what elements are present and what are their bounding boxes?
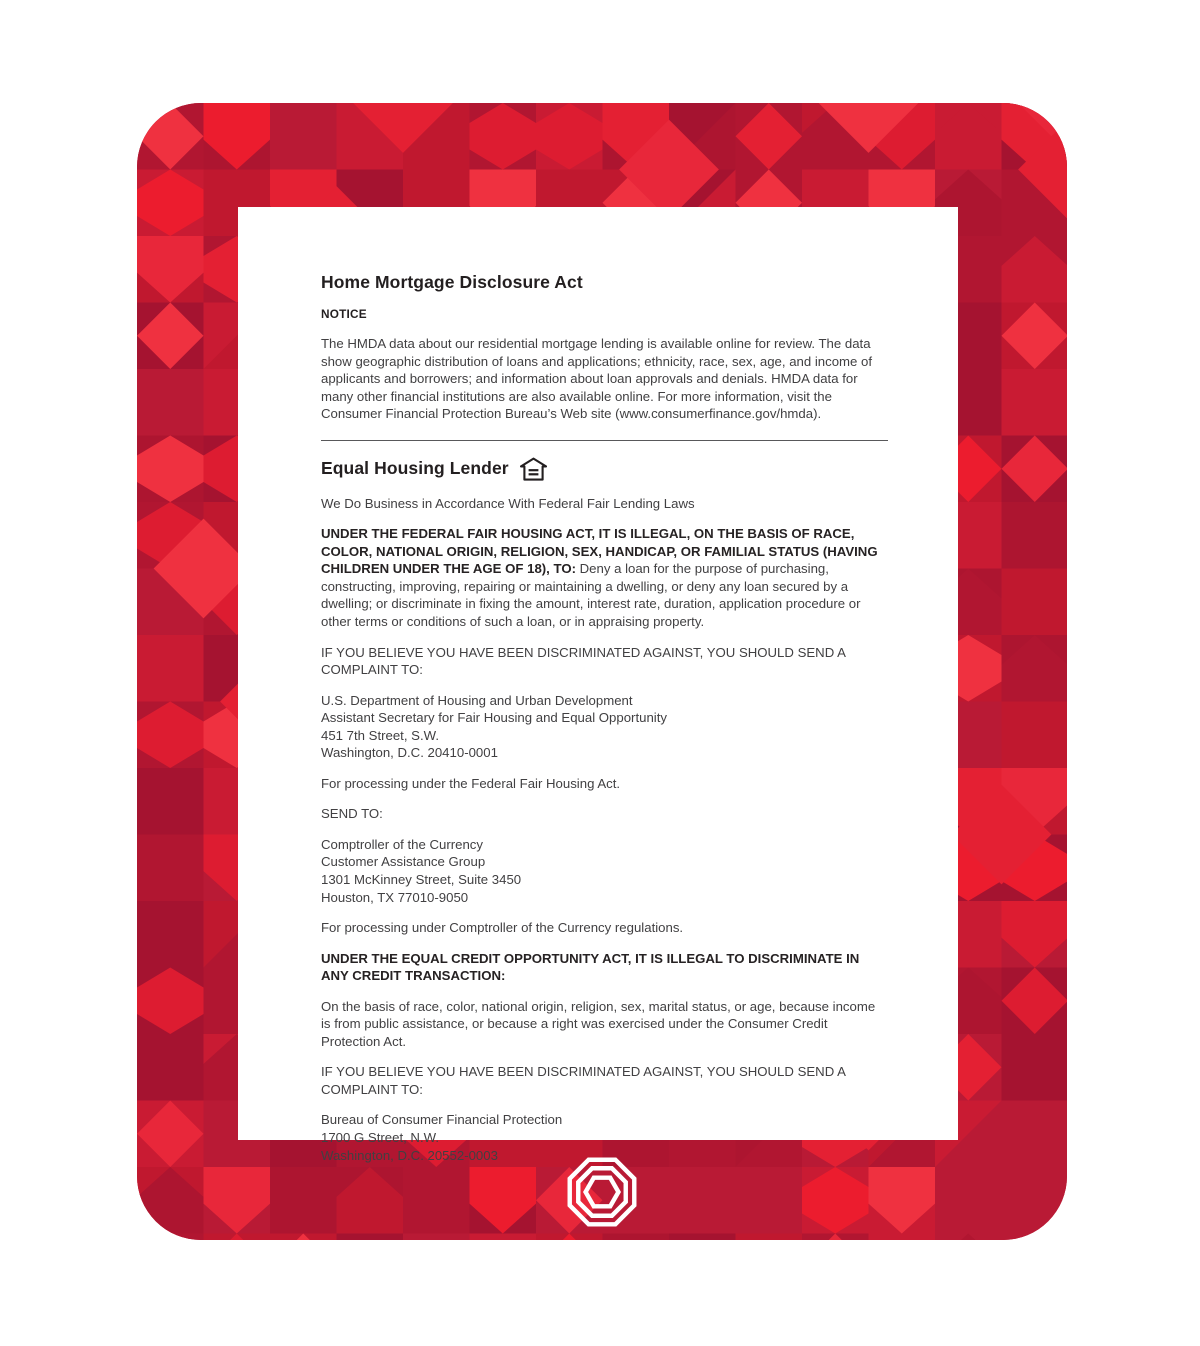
address-line: Houston, TX 77010-9050	[321, 889, 469, 905]
address-line: Washington, D.C. 20410-0001	[321, 745, 498, 761]
fair-housing-body: Deny a loan for the purpose of purchasing, constructing, improving, repairing or maintaining a dwelling, or deny any loan secured by a dwelling; or discriminate in fixing the amount, interest rate, duration, application procedure or other terms or conditions of such a loan, or in appraising property.	[321, 561, 861, 629]
hud-processing-note: For processing under the Federal Fair Housing Act.	[321, 775, 621, 791]
complaint-instruction-1: IF YOU BELIEVE YOU HAVE BEEN DISCRIMINATED AGAINST, YOU SHOULD SEND A COMPLAINT TO:	[321, 644, 846, 678]
poster-card	[137, 103, 1067, 1240]
send-to-label: SEND TO:	[321, 806, 383, 822]
ecoa-body-paragraph: On the basis of race, color, national origin, religion, sex, marital status, or age, because income is from public assistance, or because a right was exercised under the Consumer Credit Protection Act.	[321, 998, 876, 1049]
occ-address-block	[321, 836, 888, 906]
fair-housing-paragraph	[321, 525, 888, 630]
address-line: Bureau of Consumer Financial Protection	[321, 1112, 563, 1128]
address-line: 1700 G Street, N.W.	[321, 1130, 440, 1145]
hmda-title: Home Mortgage Disclosure Act	[321, 272, 583, 292]
document-content	[238, 207, 958, 1164]
bank-octagon-logo	[565, 1155, 639, 1229]
ecoa-heading: UNDER THE EQUAL CREDIT OPPORTUNITY ACT, IT IS ILLEGAL TO DISCRIMINATE IN ANY CREDIT TRANSACTION:	[321, 950, 860, 984]
equal-housing-heading-row	[321, 457, 888, 481]
address-line: Comptroller of the Currency	[321, 836, 483, 852]
document-panel	[238, 207, 958, 1163]
occ-processing-note: For processing under Comptroller of the Currency regulations.	[321, 920, 684, 936]
equal-housing-title: Equal Housing Lender	[321, 458, 509, 479]
address-line: 451 7th Street, S.W.	[321, 727, 440, 743]
address-line: U.S. Department of Housing and Urban Development	[321, 692, 633, 708]
address-line: 1301 McKinney Street, Suite 3450	[321, 871, 522, 887]
section-divider	[321, 440, 888, 441]
equal-housing-subtitle: We Do Business in Accordance With Federal Fair Lending Laws	[321, 495, 695, 511]
hmda-body-paragraph: The HMDA data about our residential mortgage lending is available online for review. The data show geographic distribution of loans and applications; ethnicity, race, sex, age, and income of applicants and borrowers; and information about loan approvals and denials. HMDA data for many other financial institutions are also available online. For more information, visit the Consumer Financial Protection Bureau’s Web site (www.consumerfinance.gov/hmda).	[321, 335, 873, 422]
hud-address-block	[321, 692, 888, 762]
address-line: Assistant Secretary for Fair Housing and Equal Opportunity	[321, 710, 667, 726]
equal-housing-house-icon	[520, 457, 547, 481]
complaint-instruction-2: IF YOU BELIEVE YOU HAVE BEEN DISCRIMINATED AGAINST, YOU SHOULD SEND A COMPLAINT TO:	[321, 1064, 846, 1097]
notice-label: NOTICE	[321, 307, 367, 322]
address-line: Customer Assistance Group	[321, 854, 486, 870]
fair-housing-bold-lead: UNDER THE FEDERAL FAIR HOUSING ACT, IT IS ILLEGAL, ON THE BASIS OF RACE, COLOR, NATIONAL ORIGIN, RELIGION, SEX, HANDICAP, OR FAMILIAL STATUS (HAVING CHILDREN UNDER THE AGE OF 18), TO:	[321, 526, 878, 577]
address-line: Washington, D.C. 20552-0003	[321, 1147, 498, 1163]
